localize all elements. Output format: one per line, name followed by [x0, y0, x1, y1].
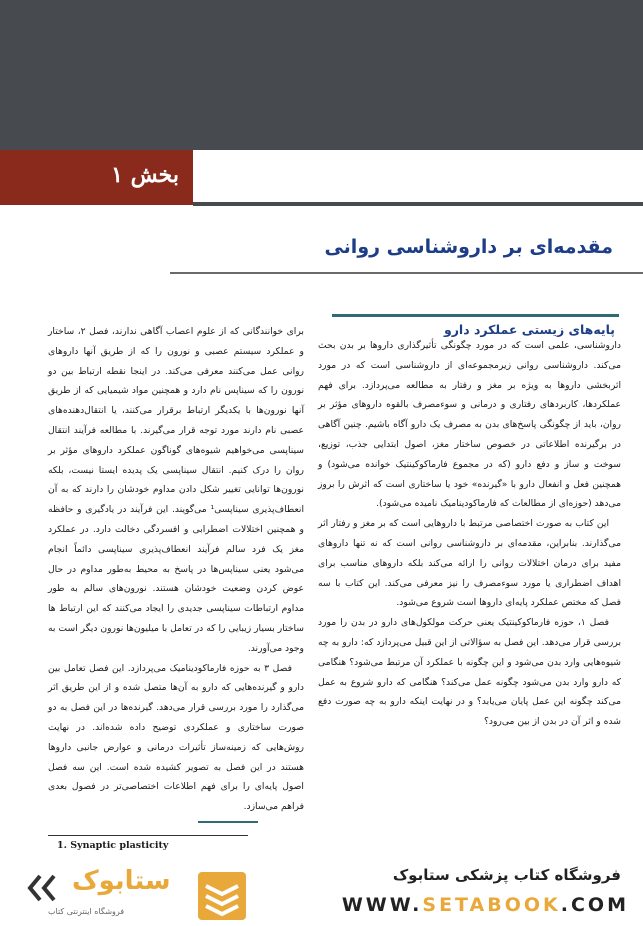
- paragraph: داروشناسی، علمی است که در مورد چگونگی تأثیرگذاری داروها بر بدن بحث می‌کند. داروشناسی روانی زیرمجموعه‌ای از داروشناسی است که در مورد اثربخشی داروها به ویژه بر مغز و رفتار به مطالعه می‌پردازد. برای فهم عملکرد‌ها، کاربرد‌های رفتاری و درمانی و سوءمصرف بالقوه داروهای مؤثر بر روان، باید از چگونگی پاسخ‌های بدن به مصرف یک دارو آگاه باشیم. چنین آگاهی در برگیرنده اطلاعاتی در خصوص ساختار مغز، اصول ابتدایی جذب، توزیع، سوخت و ساز و دفع دارو (که در مجموع فارماکوکینتیک خوانده می‌شود) و همچنین فعل و انفعال دارو با «گیرنده» خود یا ساختاری است که اثرش را بروز می‌دهد (حوزه‌ای از مطالعات که فارماکودینامیک نامیده می‌شود).: [318, 340, 621, 510]
- double-chevron-icon: [26, 874, 72, 902]
- url-prefix: WWW.: [341, 894, 423, 916]
- url-brand: SETABOOK: [422, 894, 561, 916]
- shop-name: فروشگاه کتاب پزشکی ستابوک: [392, 866, 621, 884]
- section-tab: [0, 150, 193, 205]
- section-label: بخش ۱: [111, 162, 179, 188]
- paragraph: فصل ۳ به حوزه فارماکودینامیک می‌پردازد. این فصل تعامل بین دارو و گیرنده‌هایی که دارو به آن‌ها متصل شده و از این طریق اثر می‌گذارد را مورد بررسی قرار می‌دهد. گیرنده‌ها در این فصل به دو صورت ساختاری و عملکردی توضیح داده شده‌اند. در نهایت روش‌هایی که زمینه‌ساز تأثیرات درمانی و عوارض جانبی داروها هستند در این فصل به تصویر کشیده شده است. این سه فصل اصول پایه‌ای را برای فهم اطلاعات اختصاصی‌تر در فصول بعدی فراهم می‌سازد.: [48, 662, 304, 813]
- column-end-rule: [198, 821, 258, 823]
- left-column: [48, 322, 304, 817]
- section-heading: پایه‌های زیستی عملکرد دارو: [443, 322, 615, 337]
- header-rule: [193, 202, 643, 206]
- footnote: 1. Synaptic plasticity: [57, 840, 169, 851]
- chapter-title: مقدمه‌ای بر داروشناسی روانی: [324, 236, 613, 258]
- book-logo-icon: [196, 870, 248, 922]
- section-heading-rule: [332, 314, 619, 317]
- brand-tagline: فروشگاه اینترنتی کتاب: [48, 907, 125, 916]
- brand-logo-text: ستابوک: [72, 866, 171, 896]
- header-band: [0, 0, 643, 150]
- footnote-rule: [48, 835, 248, 836]
- paragraph: فصل ۱، حوزه فارماکوکینتیک یعنی حرکت مولکول‌های دارو در بدن را مورد بررسی قرار می‌دهد. این فصل به سؤالاتی از این قبیل می‌پردازد که: دارو به چه شیوه‌هایی وارد بدن می‌شود و این چگونه با عملکرد آن مرتبط می‌شود؟ هنگامی که دارو وارد بدن می‌شود چگونه عمل می‌کند؟ هنگامی که دارو شروع به عمل می‌کند چگونه این عمل پایان می‌یابد؟ و در نهایت اینکه دارو به چه صورت دفع شده و اثر آن در بدن از بین می‌رود؟: [318, 617, 621, 728]
- chapter-title-rule: [170, 272, 643, 274]
- paragraph: برای خوانندگانی که از علوم اعصاب آگاهی ندارند، فصل ۲، ساختار و عملکرد سیستم عصبی و نورون را که از طریق آنها داروهای روانی عمل می‌کنند معرفی می‌کند. در اینجا نقطه ارتباط بین دو نورون را که سیناپس نام دارد و همچنین مواد شیمیایی که از طریق آنها نورون‌ها با یکدیگر ارتباط برقرار می‌کنند، یا انتقال‌دهنده‌های عصبی نام دارند مورد توجه قرار می‌گیرند. با مطالعه فرآیند انتقال سیناپسی می‌خواهیم شیوه‌های گوناگون عملکرد داروهای مؤثر بر روان را درک کنیم. انتقال سیناپسی یک پدیده ایستا نیست، بلکه نورون‌ها توانایی تغییر شکل دادن مداوم خودشان را دارند که به آن انعطاف‌پذیری سیناپسی¹ می‌گویند. این فرآیند در یادگیری و حافظه و همچنین اختلالات اضطرابی و افسردگی دخالت دارد. در عملکرد مغز یک فرد سالم فرآیند انعطاف‌پذیری سیناپسی دائماً انجام می‌شود یعنی سیناپس‌ها در پاسخ به محیط به‌طور مداوم در حال عوض کردن وضعیت خودشان هستند. نورون‌های سالم به طور مداوم ارتباطات سیناپسی جدیدی را ایجاد می‌کنند که این ارتباط ها ساختار بسیار زیبایی را که در تعامل با میلیون‌ها نورون دیگر است به وجود می‌آورند.: [48, 326, 304, 654]
- shop-url[interactable]: [342, 894, 629, 916]
- paragraph: این کتاب به صورت اختصاصی مرتبط با داروهایی است که بر مغز و رفتار اثر می‌گذارند. بنابراین، مقدمه‌ای بر داروشناسی روانی است که نه تنها داروهای مفید برای درمان اختلالات روانی را ارائه می‌کند بلکه داروهای مناسب برای اهداف اضطراری یا مورد سوءمصرف را نیز معرفی می‌کند. این کتاب با سه فصل که مختص عملکرد پایه‌ای داروها است شروع می‌شود.: [318, 518, 621, 609]
- right-column: [318, 336, 621, 732]
- url-suffix: .COM: [560, 894, 629, 916]
